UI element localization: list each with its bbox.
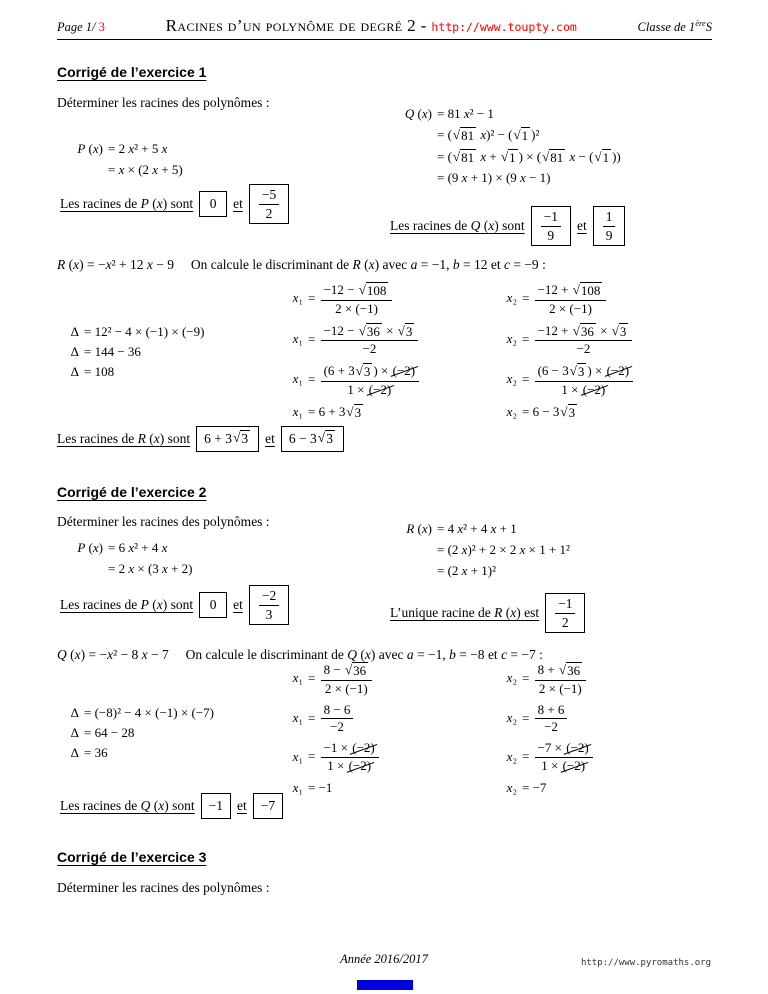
exercise-1-intro: Déterminer les racines des polynômes : [57,95,270,110]
exercise-1-heading: Corrigé de l’exercice 1 [57,64,207,80]
exercise-2-heading: Corrigé de l’exercice 2 [57,484,207,500]
ex2-r-unique-root-result: L’unique racine de R (x) est $\frac{-1}{2}$ [390,593,591,633]
class-label [638,18,712,35]
ex2-delta-derivation: Δ = (−8)² − 4 × (−1) × (−7) Δ = 64 − 28 Δ = 36 [70,705,214,760]
ex2-x1-derivation: x₁ = 8 − √ 36 2 × (−1) x₁ = $\frac{8 - 6}{-2}$ x₁ = $\frac{-1 \times (-2)}{1 \times (-2)}$ x₁ = −1 [283,662,381,802]
page-indicator [57,20,105,35]
ex1-x1-derivation: x₁ = −12 − √ 108 2 × (−1) x₁ = −12 − √ 36 × √ 3 −2 x₁ = (6 + 3 √ 3 ) × (−2) 1 × (−2) x₁ = 6 + 3 √ 3 [283,282,421,426]
ex2-polynomial-p-derivation: P (x) = 6 x² + 4 x = 2 x × (3 x + 2) [77,540,193,576]
page-label: Page 1/ [57,20,99,34]
pdf-blue-bar [357,980,413,990]
title-text: Racines d’un polynôme de degré 2 - [165,16,432,35]
class-superscript: ère [695,17,706,28]
ex2-p-roots-result: Les racines de P (x) sont 0 et $\frac{-2}{3}$ [60,585,295,625]
class-prefix: Classe de 1 [637,20,696,34]
exercise-2-intro: Déterminer les racines des polynômes : [57,514,270,529]
document-title [166,16,577,36]
ex2-q-discriminant-sentence: Q (x) = −x² − 8 x − 7 On calcule le discriminant de Q (x) avec a = −1, b = −8 et c = −7 : [57,647,543,662]
page-header [57,16,712,36]
ex2-q-roots-result: Les racines de Q (x) sont −1 et −7 [60,793,289,819]
ex2-x2-derivation: x₂ = 8 + √ 36 2 × (−1) x₂ = $\frac{8 + 6}{-2}$ x₂ = $\frac{-7 \times (-2)}{1 \times (-2)}$ x₂ = −7 [497,662,595,802]
ex1-r-discriminant-sentence: R (x) = −x² + 12 x − 9 On calcule le discriminant de R (x) avec a = −1, b = 12 et c = −9 : [57,257,546,272]
page-total-link[interactable]: 3 [98,20,105,34]
ex2-polynomial-r-derivation: R (x) = 4 x² + 4 x + 1 = (2 x)² + 2 × 2 x × 1 + 1² = (2 x + 1)² [406,521,570,578]
exercise-3-heading: Corrigé de l’exercice 3 [57,849,207,865]
footer-year: Année 2016/2017 [340,952,428,966]
ex1-q-roots-result: Les racines de Q (x) sont $\frac{-1}{9}$ et $\frac{1}{9}$ [390,206,631,246]
exercise-3-intro: Déterminer les racines des polynômes : [57,880,270,895]
title-url-link[interactable]: http://www.toupty.com [431,20,577,34]
ex1-delta-derivation: Δ = 12² − 4 × (−1) × (−9) Δ = 144 − 36 Δ = 108 [70,324,205,379]
footer-site-link[interactable]: http://www.pyromaths.org [580,958,711,968]
ex1-polynomial-q-derivation: Q (x) = 81 x² − 1 = ( √ 81 x)² − ( √ 1 )² = ( √ 81 x + √ 1 ) × ( √ 81 x − ( √ 1 )) = (9 x + 1) × (9 x − 1) [404,106,621,186]
ex1-polynomial-p-derivation: P (x) = 2 x² + 5 x = x × (2 x + 5) [77,141,183,177]
ex1-x2-derivation: x₂ = −12 + √ 108 2 × (−1) x₂ = −12 + √ 36 × √ 3 −2 x₂ = (6 − 3 √ 3 ) × (−2) 1 × (−2) x₂ = 6 − 3 √ 3 [497,282,635,426]
class-suffix: S [705,20,712,34]
ex1-p-roots-result: Les racines de P (x) sont 0 et $\frac{-5}{2}$ [60,184,295,224]
header-rule [57,39,712,40]
ex1-r-roots-result: Les racines de R (x) sont 6 + 3 √ 3 et 6 − 3 √ 3 [57,426,350,452]
